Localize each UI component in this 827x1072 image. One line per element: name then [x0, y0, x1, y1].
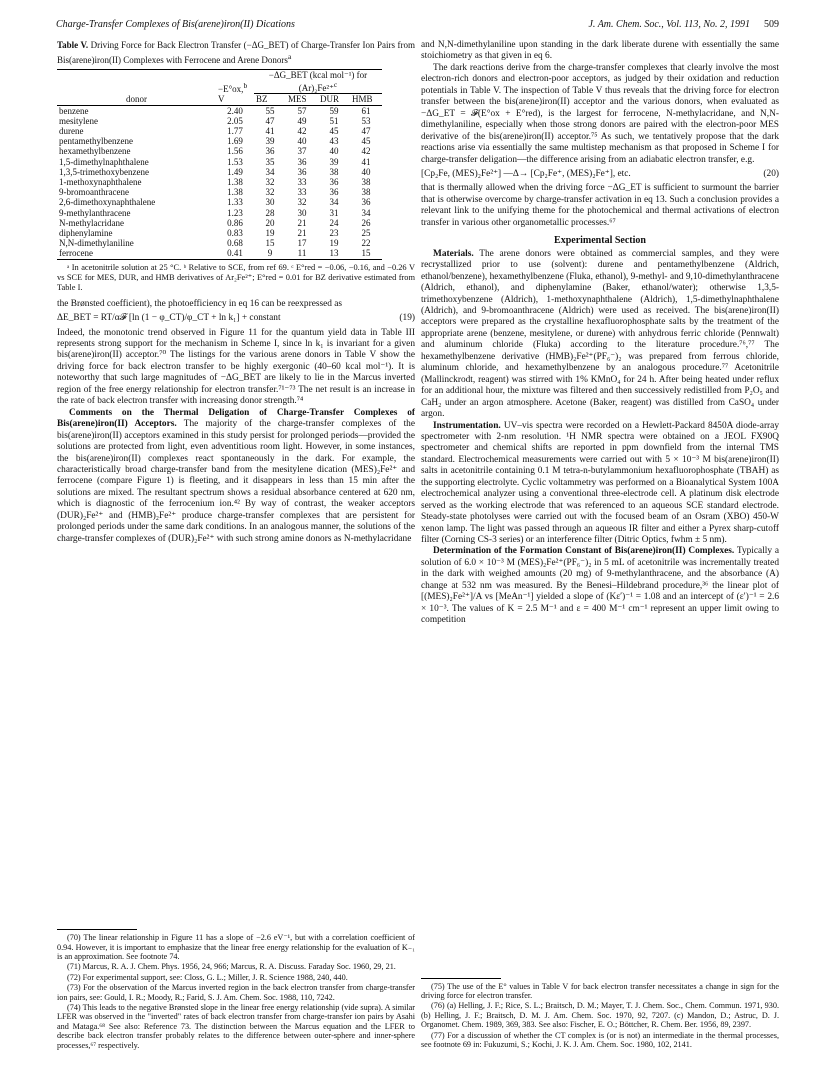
value-cell: 40	[329, 146, 339, 157]
eox-cell: 1.23	[227, 207, 243, 218]
eox-cell: 0.68	[227, 238, 243, 249]
donor-cell: hexamethylbenzene	[59, 146, 131, 157]
eox-cell: 0.41	[227, 248, 243, 259]
value-cell: 41	[361, 156, 371, 167]
value-cell: 36	[361, 197, 371, 208]
value-cell: 30	[297, 207, 307, 218]
thermal-deligation-heading: Comments on the Thermal Deligation of Charge-Transfer Complexes of Bis(arene)iron(II) Acceptors.	[57, 407, 415, 430]
col-header-donor: donor	[126, 94, 147, 105]
table-row	[57, 167, 382, 177]
value-cell: 23	[329, 228, 339, 239]
value-cell: 61	[361, 105, 371, 116]
value-cell: 51	[329, 115, 339, 126]
value-cell: 26	[361, 217, 371, 228]
donor-cell: durene	[59, 126, 84, 137]
value-cell: 15	[361, 248, 371, 259]
left-column	[57, 40, 415, 1051]
value-cell: 55	[265, 105, 275, 116]
donor-cell: 1-methoxynaphthalene	[59, 177, 142, 188]
instrumentation-paragraph	[421, 421, 779, 547]
right-paragraph-2: The dark reactions derive from the charge-transfer complexes that clearly involve the most electron-rich donors and electron-poor acceptors, as judged by their oxidation and reduction potentials in Table V. The inspection of Table V thus reveals that the driving force for electron transfer between the bis(arene)iron(II) acceptor and the various donors, when evaluated as −ΔG_ET = 𝓕(E°ox + E°red), is the largest for ferrocene, N-methylacridane, and N,N-dimethylaniline, especially when those strong donors are paired with the electron-poor MES derivative of the bis(arene)iron(II) acceptor.⁷⁵ As such, we tentatively propose that the dark reactions arise via essentially the same multistep mechanism as that proposed in Scheme I for charge-transfer deligation—the difference arising from an adiabatic electron transfer, e.g.	[421, 62, 779, 165]
donor-cell: 1,5-dimethylnaphthalene	[59, 156, 149, 167]
table-caption-mark: a	[287, 52, 292, 61]
table-row	[57, 218, 382, 228]
donor-cell: 9-bromoanthracene	[59, 187, 129, 198]
eox-cell: 0.86	[227, 217, 243, 228]
value-cell: 45	[361, 136, 371, 147]
donor-cell: N-methylacridane	[59, 217, 124, 228]
value-cell: 32	[265, 187, 275, 198]
value-cell: 34	[329, 197, 339, 208]
value-cell: 36	[265, 146, 275, 157]
footnote: (71) Marcus, R. A. J. Chem. Phys. 1956, 24, 966; Marcus, R. A. Discuss. Faraday Soc. 1960, 29, 21.	[67, 962, 396, 972]
value-cell: 30	[265, 197, 275, 208]
value-cell: 38	[361, 177, 371, 188]
eox-cell: 2.40	[227, 105, 243, 116]
table-caption	[57, 40, 415, 66]
value-cell: 59	[329, 105, 339, 116]
left-paragraph-2: Indeed, the monotonic trend observed in Figure 11 for the quantum yield data in Table III represents strong support for the mechanism in Scheme I, since ln k₁ is invariant for a given bis(arene)iron(II) acceptor.⁷⁰ The listings for the various arene donors in Table V show the driving force for back electron transfer to be highly exergonic (40–60 kcal mol⁻¹). It is noteworthy that such large magnitudes of −ΔG_BET are likely to lie in the Marcus inverted region of the free energy relationship for electron transfer.⁷¹⁻⁷³ The net result is an increase in the rate of back electron transfer with increasing donor strength.⁷⁴	[57, 327, 415, 407]
eox-cell: 1.38	[227, 177, 243, 188]
journal-citation: J. Am. Chem. Soc., Vol. 113, No. 2, 1991	[588, 19, 750, 30]
footnote: (73) For the observation of the Marcus inverted region in the back electron transfer from charge-transfer ion pairs, see: Gould, I. R.; Moody, R.; Farid, S. J. Am. Chem. Soc. 1988, 110, 7242.	[57, 983, 415, 1002]
donor-cell: 2,6-dimethoxynaphthalene	[59, 197, 156, 208]
eox-cell: 1.33	[227, 197, 243, 208]
donor-cell: 1,3,5-trimethoxybenzene	[59, 166, 149, 177]
right-paragraph-1: and N,N-dimethylaniline upon standing in the dark liberate durene with essentially the same stoichiometry as that given in eq 6.	[421, 40, 779, 62]
value-cell: 42	[297, 126, 307, 137]
left-footnotes	[57, 933, 415, 1050]
running-header-title: Charge-Transfer Complexes of Bis(arene)iron(II) Dications	[56, 19, 295, 30]
table-notes: ᵃ In acetonitrile solution at 25 °C. ᵇ Relative to SCE, from ref 69. ᶜ E°red = −0.06, −0.16, and −0.26 V vs SCE for MES, DUR, and HMB derivatives of Ar₂Fe²⁺; E°red = 0.01 for BZ derivative estimated from Table I.	[57, 262, 415, 292]
table-caption-label: Table V.	[57, 40, 89, 50]
value-cell: 21	[297, 228, 307, 239]
value-cell: 47	[265, 115, 275, 126]
experimental-section-heading: Experimental Section	[554, 235, 646, 247]
donor-cell: N,N-dimethylaniline	[59, 238, 134, 249]
footnote: (77) For a discussion of whether the CT complex is (or is not) an intermediate in the thermal processes, see footnote 69 in: Fukuzumi, S.; Kochi, J. K. J. Am. Chem. Soc. 1980, 102, 2141.	[421, 1030, 779, 1050]
value-cell: 20	[265, 217, 275, 228]
determination-heading: Determination of the Formation Constant of Bis(arene)iron(II) Complexes.	[433, 546, 735, 557]
left-paragraph-3-body: The majority of the charge-transfer complexes of the bis(arene)iron(II) acceptors examined in this study persist for prolonged periods—provided the solutions are protected from light, even adventitious room light. However, in some instances, the bis(arene)iron(II) complexes react spontaneously in the dark. For example, the characteristically broad charge-transfer band from the mesitylene dication (MES)₂Fe²⁺ and ferrocene (compare Figure 1) is fleeting, and it disappears in less than 15 min after the solutions are mixed. The resultant spectrum shows a residual absorbance centered at 620 nm, which is diagnostic of the ferrocenium ion.⁴² By way of contrast, the weaker acceptors (DUR)₂Fe²⁺ and (HMB)₂Fe²⁺ produce charge-transfer complexes that are persistent for prolonged periods under the same dark conditions. In an analogous manner, the solutions of the charge-transfer complexes of (DUR)₂Fe²⁺ with such strong amine donors as N-methylacridane	[57, 419, 415, 544]
eox-cell: 1.77	[227, 126, 243, 137]
donor-cell: mesitylene	[59, 115, 98, 126]
eox-cell: 0.83	[227, 228, 243, 239]
table-row	[57, 238, 382, 248]
value-cell: 19	[265, 228, 275, 239]
table-row	[57, 136, 382, 146]
footnote: (72) For experimental support, see: Closs, G. L.; Miller, J. R. Science 1988, 240, 440.	[67, 972, 348, 982]
value-cell: 37	[297, 146, 307, 157]
equation-19	[57, 313, 415, 324]
value-cell: 33	[297, 187, 307, 198]
col-group-header: −ΔG_BET (kcal mol⁻¹) for (Ar)₂Fe²⁺$^c$	[254, 70, 382, 94]
col-header-mes: MES	[288, 94, 307, 105]
value-cell: 49	[297, 115, 307, 126]
instrumentation-heading: Instrumentation.	[433, 420, 501, 431]
value-cell: 36	[297, 166, 307, 177]
value-cell: 53	[361, 115, 371, 126]
eox-cell: 1.56	[227, 146, 243, 157]
table-row	[57, 146, 382, 156]
value-cell: 39	[265, 136, 275, 147]
value-cell: 42	[361, 146, 371, 157]
table-row	[57, 197, 382, 207]
value-cell: 57	[297, 105, 307, 116]
left-paragraph-1: the Brønsted coefficient), the photoefficiency in eq 16 can be reexpressed as	[57, 298, 343, 309]
materials-body: The arene donors were obtained as commercial samples, and they were recrystallized prior to use (solvent): durene and pentamethylbenzene (Aldrich, ethanol/benzene), hexamethylbenzene (Fluka, ethanol), 9-methyl- and 9,10-dimethylanthracene (Aldrich, ethanol), and diphenylamine (Baker, ethanol/water); otherwise 1,3,5-trimethoxybenzene (Aldrich), 1-methoxynaphthalene (Aldrich), 1,5-dimethylnaphthalene (Aldrich), and 9-bromoanthracene (Aldrich) were used as received. The bis(arene)iron(II) acceptors were prepared as the crystalline hexafluorophosphate salts by the treatment of the appropriate arene (benzene, mesitylene, or durene) with anhydrous ferric chloride (Pennwalt) and aluminum chloride (Fluka) according to the literature procedure.⁷⁶,⁷⁷ The hexamethylbenzene derivative (HMB)₂Fe²⁺(PF₆⁻)₂ was prepared from ferrous chloride, aluminum chloride, and hexamethylbenzene by an analogous procedure.⁷⁷ Acetonitrile (Mallinckrodt, reagent) was stirred with 1% KMnO₄ for 24 h. After being heated under reflux for an additional hour, the mixture was filtered and then successively redistilled from P₂O₅ and CaH₂ under an argon atmosphere. Acetone (Baker, reagent) was distilled from CaSO₄ under argon.	[421, 248, 779, 420]
equation-19-body: ΔE_BET = RT/α𝓕 [ln (1 − φ_CT)/φ_CT + ln k₁] + constant	[57, 313, 281, 324]
value-cell: 33	[297, 177, 307, 188]
value-cell: 15	[265, 238, 275, 249]
table-row	[57, 187, 382, 197]
equation-20-number: (20)	[763, 168, 779, 179]
data-table	[57, 69, 382, 260]
value-cell: 24	[329, 217, 339, 228]
equation-20	[421, 169, 779, 180]
materials-paragraph	[421, 249, 779, 421]
col-header-dur: DUR	[320, 94, 340, 105]
value-cell: 34	[361, 207, 371, 218]
footnote: (70) The linear relationship in Figure 11 has a slope of −2.6 eV⁻¹, but with a correlation coefficient of 0.94. However, it is important to emphasize that the linear free energy relationship for the evaluation of K₋₁ is an approximation. See footnote 74.	[57, 933, 415, 961]
value-cell: 22	[361, 238, 371, 249]
running-header-journal	[588, 19, 779, 30]
value-cell: 31	[329, 207, 339, 218]
table-row	[57, 228, 382, 238]
donor-cell: 9-methylanthracene	[59, 207, 131, 218]
determination-body: Typically a solution of 6.0 × 10⁻³ M (MES)₂Fe²⁺(PF₆⁻)₂ in 5 mL of acetonitrile was incrementally treated in the dark with weighed amounts (20 mg) of 9-methylanthracene, and the absorbance (A) change at 532 nm was measured. By the Benesi–Hildebrand procedure,³⁶ the linear plot of [(MES)₂Fe²⁺]/A vs [MeAn⁻¹] yielded a slope of (Kε′)⁻¹ = 1.08 and an intercept of (ε′)⁻¹ = 2.6 × 10⁻³. The values of K = 2.5 M⁻¹ and ε = 400 M⁻¹ cm⁻¹ represent an upper limit owing to competition	[421, 546, 779, 626]
value-cell: 36	[297, 156, 307, 167]
value-cell: 32	[297, 197, 307, 208]
equation-20-body: [Cp₂Fe, (MES)₂Fe²⁺] —Δ→ [Cp₂Fe⁺, (MES)₂Fe⁺], etc.	[421, 168, 631, 179]
table-caption-text: Driving Force for Back Electron Transfer (−ΔG_BET) of Charge-Transfer Ion Pairs from Bis(arene)iron(II) Complexes with Ferrocene and Arene Donors	[57, 40, 416, 65]
eox-cell: 1.49	[227, 166, 243, 177]
value-cell: 35	[265, 156, 275, 167]
determination-paragraph	[421, 546, 779, 626]
donor-cell: diphenylamine	[59, 228, 113, 239]
instrumentation-body: UV–vis spectra were recorded on a Hewlett-Packard 8450A diode-array spectrometer with 2-nm resolution. ¹H NMR spectra were obtained on a JEOL FX90Q spectrometer and chemical shifts are reported in ppm downfield from the internal TMS standard. Electrochemical measurements were carried out with 5 × 10⁻³ M bis(arene)iron(II) salts in acetonitrile containing 0.1 M tetra-n-butylammonium hexafluorophosphate (TBAH) as the supporting electrolyte. Cyclic voltammetry was performed on a Bioanalytical System 100A electrochemical analyzer using a conventional three-electrode cell. A platinum disk electrode served as the working electrode that was referenced to an aqueous SCE standard electrode. Steady-state photolyses were carried out with the focused beam of an Osram (XBO) 450-W xenon lamp. The light was passed through an aqueous IR filter and either a Pyrex sharp-cutoff filter (Corning CS-3 series) or an interference filter (Ditric Optics, fwhm ± 5 nm).	[421, 420, 779, 546]
value-cell: 32	[265, 177, 275, 188]
col-header-eox: −E°ox,$^b$ V	[218, 81, 248, 105]
eox-cell: 1.53	[227, 156, 243, 167]
value-cell: 25	[361, 228, 371, 239]
footnote-rule-right	[421, 978, 501, 979]
value-cell: 38	[329, 166, 339, 177]
value-cell: 43	[329, 136, 339, 147]
value-cell: 41	[265, 126, 275, 137]
value-cell: 40	[297, 136, 307, 147]
value-cell: 39	[329, 156, 339, 167]
eox-cell: 1.69	[227, 136, 243, 147]
footnote-rule	[57, 929, 137, 930]
footnote: (75) The use of the E° values in Table V for back electron transfer necessitates a change in sign for the driving force for electron transfer.	[421, 981, 779, 1001]
value-cell: 19	[329, 238, 339, 249]
col-header-bz: BZ	[256, 94, 268, 105]
page-number: 509	[764, 19, 779, 30]
value-cell: 13	[329, 248, 339, 259]
right-footnotes	[421, 982, 779, 1050]
value-cell: 9	[267, 248, 273, 259]
value-cell: 17	[297, 238, 307, 249]
footnote: (76) (a) Helling, J. F.; Rice, S. L.; Braitsch, D. M.; Mayer, T. J. Chem. Soc., Chem. Commun. 1971, 930. (b) Helling, J. F.; Braitsch, D. M. J. Am. Chem. Soc. 1970, 92, 7207. (c) Mandon, D.; Astruc, D. J. Organomet. Chem. 1989, 369, 383. See also: Fischer, E. O.; Böttcher, R. Chem. Ber. 1956, 89, 2397.	[421, 1001, 779, 1030]
donor-cell: pentamethylbenzene	[59, 136, 133, 147]
value-cell: 45	[329, 126, 339, 137]
value-cell: 11	[297, 248, 307, 259]
value-cell: 36	[329, 187, 339, 198]
col-header-hmb: HMB	[352, 94, 373, 105]
value-cell: 36	[329, 177, 339, 188]
eox-cell: 1.38	[227, 187, 243, 198]
left-paragraph-3	[57, 408, 415, 545]
materials-heading: Materials.	[433, 248, 474, 259]
value-cell: 38	[361, 187, 371, 198]
value-cell: 47	[361, 126, 371, 137]
right-column	[421, 40, 779, 1051]
footnote: (74) This leads to the negative Brønsted slope in the linear free energy relationship (vide supra). A similar LFER was observed in the "inverted" rates of back electron transfer from charge-transfer ion pairs by Asahi and Mataga.⁶⁸ See also: Reference 73. The distinction between the Marcus equation and the LFER to describe back electron transfer probably relates to the difference between outer-sphere and inner-sphere processes,⁶⁷ respectively.	[57, 1003, 415, 1050]
donor-cell: ferrocene	[59, 248, 93, 259]
table-row	[57, 157, 382, 167]
value-cell: 28	[265, 207, 275, 218]
table-row	[57, 126, 382, 136]
table-row	[57, 116, 382, 126]
right-paragraph-3: that is thermally allowed when the driving force −ΔG_ET is sufficient to surmount the barrier that is otherwise overcome by charge-transfer activation in eq 13. Such a conclusion provides a relevant link to the unifying theme for the photochemical and thermal activations of electron transfer in various other organometallic processes.⁶⁷	[421, 183, 779, 228]
table-row	[57, 105, 382, 116]
value-cell: 21	[297, 217, 307, 228]
value-cell: 34	[265, 166, 275, 177]
table-row	[57, 248, 382, 259]
table-row	[57, 177, 382, 187]
table-row	[57, 208, 382, 218]
value-cell: 40	[361, 166, 371, 177]
eox-cell: 2.05	[227, 115, 243, 126]
donor-cell: benzene	[59, 105, 89, 116]
equation-19-number: (19)	[399, 313, 415, 324]
